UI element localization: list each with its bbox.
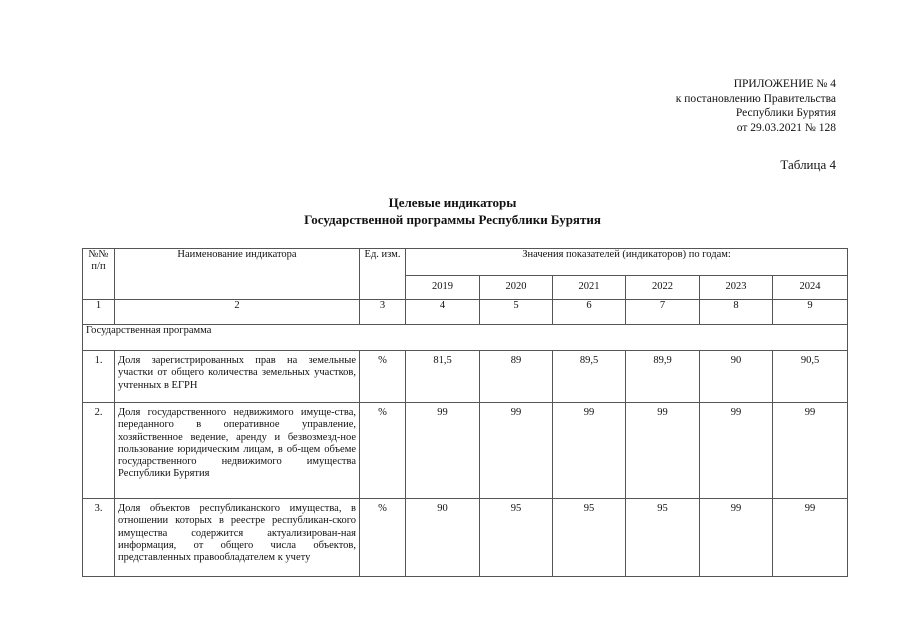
value-cell: 99 bbox=[626, 403, 700, 499]
table-row bbox=[83, 351, 848, 403]
value-cell: 95 bbox=[553, 499, 626, 577]
value-cell: 99 bbox=[700, 499, 773, 577]
header-num: №№ п/п bbox=[83, 249, 115, 300]
document-title bbox=[0, 194, 905, 228]
value-cell: 95 bbox=[480, 499, 553, 577]
appendix-header bbox=[676, 77, 836, 135]
header-year: 2023 bbox=[700, 276, 773, 300]
header-unit: Ед. изм. bbox=[360, 249, 406, 300]
value-cell: 90,5 bbox=[773, 351, 848, 403]
column-number: 7 bbox=[626, 300, 700, 325]
column-number: 6 bbox=[553, 300, 626, 325]
appendix-line: к постановлению Правительства bbox=[675, 92, 836, 105]
value-cell: 89,9 bbox=[626, 351, 700, 403]
header-year: 2021 bbox=[553, 276, 626, 300]
title-line: Государственной программы Республики Бурятия bbox=[304, 212, 601, 227]
value-cell: 90 bbox=[406, 499, 480, 577]
appendix-line: Республики Бурятия bbox=[735, 107, 836, 119]
appendix-line: ПРИЛОЖЕНИЕ № 4 bbox=[733, 78, 836, 90]
appendix-line: от 29.03.2021 № 128 bbox=[736, 121, 836, 134]
column-numbers-row bbox=[83, 300, 848, 325]
header-year: 2022 bbox=[626, 276, 700, 300]
section-row bbox=[83, 325, 848, 351]
indicator-name: Доля зарегистрированных прав на земельные участки от общего количества земельных участков, учтенных в ЕГРН bbox=[115, 351, 360, 403]
unit-cell: % bbox=[360, 403, 406, 499]
unit-cell: % bbox=[360, 351, 406, 403]
header-year: 2024 bbox=[773, 276, 848, 300]
header-name: Наименование индикатора bbox=[115, 249, 360, 300]
indicator-name: Доля государственного недвижимого имуще-ства, переданного в оперативное управление, хозяйственное ведение, аренду и безвозмезд-ное пользование юридическим лицам, в об-щем объеме государственного недвижимого имущества Республики Бурятия bbox=[115, 403, 360, 499]
value-cell: 89,5 bbox=[553, 351, 626, 403]
column-number: 4 bbox=[406, 300, 480, 325]
unit-cell: % bbox=[360, 499, 406, 577]
value-cell: 81,5 bbox=[406, 351, 480, 403]
section-title: Государственная программа bbox=[83, 325, 848, 351]
row-number: 2. bbox=[83, 403, 115, 499]
column-number: 2 bbox=[115, 300, 360, 325]
value-cell: 99 bbox=[773, 403, 848, 499]
value-cell: 99 bbox=[406, 403, 480, 499]
table-row bbox=[83, 403, 848, 499]
column-number: 8 bbox=[700, 300, 773, 325]
value-cell: 95 bbox=[626, 499, 700, 577]
value-cell: 99 bbox=[700, 403, 773, 499]
column-number: 1 bbox=[83, 300, 115, 325]
value-cell: 99 bbox=[773, 499, 848, 577]
indicators-table bbox=[82, 248, 848, 577]
title-line: Целевые индикаторы bbox=[388, 195, 517, 210]
header-year: 2019 bbox=[406, 276, 480, 300]
value-cell: 90 bbox=[700, 351, 773, 403]
row-number: 1. bbox=[83, 351, 115, 403]
indicator-name: Доля объектов республиканского имущества, в отношении которых в реестре республикан-ского имущества содержится актуализирован-ная информация, от общего числа объектов, представленных правообладателем к учету bbox=[115, 499, 360, 577]
header-year: 2020 bbox=[480, 276, 553, 300]
column-number: 5 bbox=[480, 300, 553, 325]
value-cell: 89 bbox=[480, 351, 553, 403]
table-label: Таблица 4 bbox=[780, 157, 836, 172]
row-number: 3. bbox=[83, 499, 115, 577]
column-number: 9 bbox=[773, 300, 848, 325]
value-cell: 99 bbox=[480, 403, 553, 499]
header-values-group: Значения показателей (индикаторов) по годам: bbox=[406, 249, 848, 276]
column-number: 3 bbox=[360, 300, 406, 325]
table-row bbox=[83, 499, 848, 577]
header-row bbox=[83, 249, 848, 276]
value-cell: 99 bbox=[553, 403, 626, 499]
